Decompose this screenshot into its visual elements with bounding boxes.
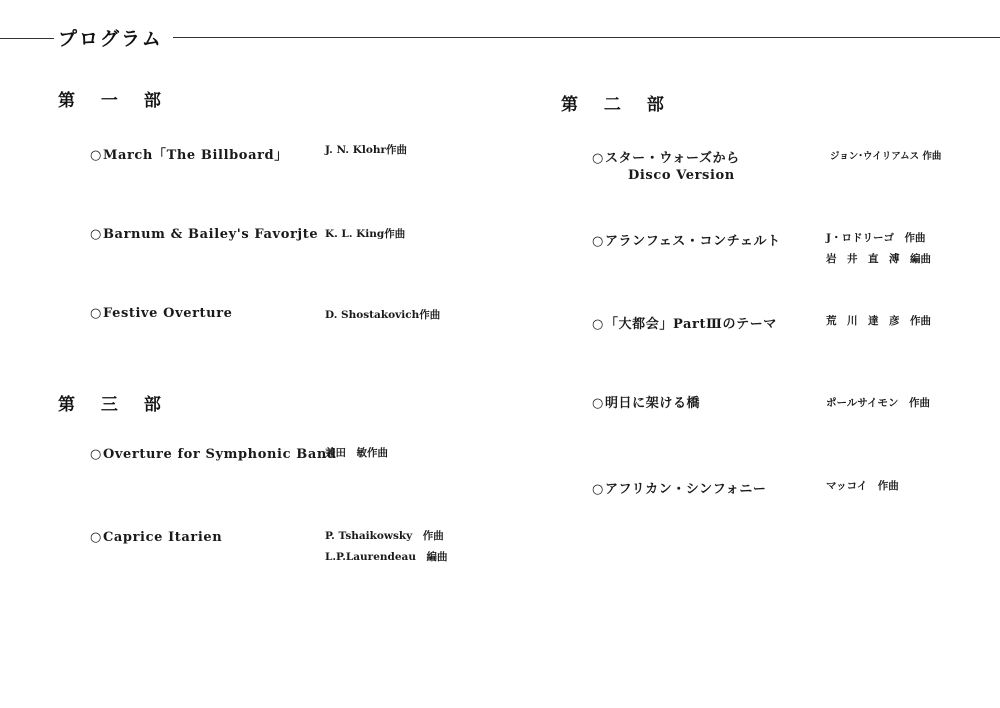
piece-title: March「The Billboard」 bbox=[102, 148, 288, 163]
composer: ジョン･ウイリアムス 作曲 bbox=[830, 151, 942, 162]
composer: 荒 川 達 彦 作曲 bbox=[826, 315, 931, 327]
arranger-line: L.P.Laurendeau 編曲 bbox=[325, 551, 448, 563]
program-item bbox=[90, 530, 222, 545]
bullet: ○ bbox=[592, 482, 604, 497]
composer: J. N. Klohr作曲 bbox=[325, 144, 407, 156]
bullet: ○ bbox=[592, 234, 604, 249]
program-item bbox=[90, 447, 337, 462]
piece-title: Caprice Itarien bbox=[102, 530, 223, 545]
arranger-line: 岩 井 直 溥 編曲 bbox=[826, 253, 931, 265]
part3-title: 第 三 部 bbox=[58, 395, 171, 415]
composer: 兼田 敏作曲 bbox=[325, 447, 388, 459]
piece-title: スター・ウォーズから bbox=[604, 151, 740, 166]
composer: D. Shostakovich作曲 bbox=[325, 309, 441, 321]
piece-title: 「大都会」PartⅢのテーマ bbox=[604, 317, 777, 332]
part2-title: 第 二 部 bbox=[561, 95, 674, 115]
composer bbox=[325, 526, 447, 568]
bullet: ○ bbox=[90, 227, 102, 242]
piece-title: Overture for Symphonic Band bbox=[102, 447, 337, 462]
composer: マッコイ 作曲 bbox=[826, 480, 899, 492]
program-item bbox=[90, 306, 233, 321]
composer-line: J・ロドリーゴ 作曲 bbox=[826, 232, 926, 244]
bullet: ○ bbox=[592, 151, 604, 166]
bullet: ○ bbox=[592, 396, 604, 411]
header-rule-left bbox=[0, 38, 54, 39]
bullet: ○ bbox=[90, 148, 102, 163]
composer: ポールサイモン 作曲 bbox=[826, 397, 931, 409]
program-item bbox=[90, 227, 318, 242]
bullet: ○ bbox=[592, 317, 604, 332]
program-item bbox=[90, 144, 288, 163]
composer-line: P. Tshaikowsky 作曲 bbox=[325, 530, 444, 542]
page-title: プログラム bbox=[58, 28, 163, 50]
header-rule-right bbox=[173, 37, 1000, 38]
program-item bbox=[592, 313, 777, 332]
piece-title: アランフェス・コンチェルト bbox=[604, 234, 781, 249]
program-item bbox=[592, 147, 740, 183]
bullet: ○ bbox=[90, 530, 102, 545]
piece-title: 明日に架ける橋 bbox=[604, 396, 701, 411]
piece-title: Barnum & Bailey's Favorjte bbox=[102, 227, 319, 242]
program-item bbox=[592, 392, 700, 411]
program-item bbox=[592, 230, 781, 249]
piece-subtitle: Disco Version bbox=[628, 168, 735, 183]
bullet: ○ bbox=[90, 306, 102, 321]
bullet: ○ bbox=[90, 447, 102, 462]
composer: K. L. King作曲 bbox=[325, 228, 406, 240]
program-item bbox=[592, 478, 767, 497]
composer bbox=[826, 228, 931, 270]
piece-title: アフリカン・シンフォニー bbox=[604, 482, 767, 497]
part1-title: 第 一 部 bbox=[58, 91, 171, 111]
piece-title: Festive Overture bbox=[102, 306, 233, 321]
